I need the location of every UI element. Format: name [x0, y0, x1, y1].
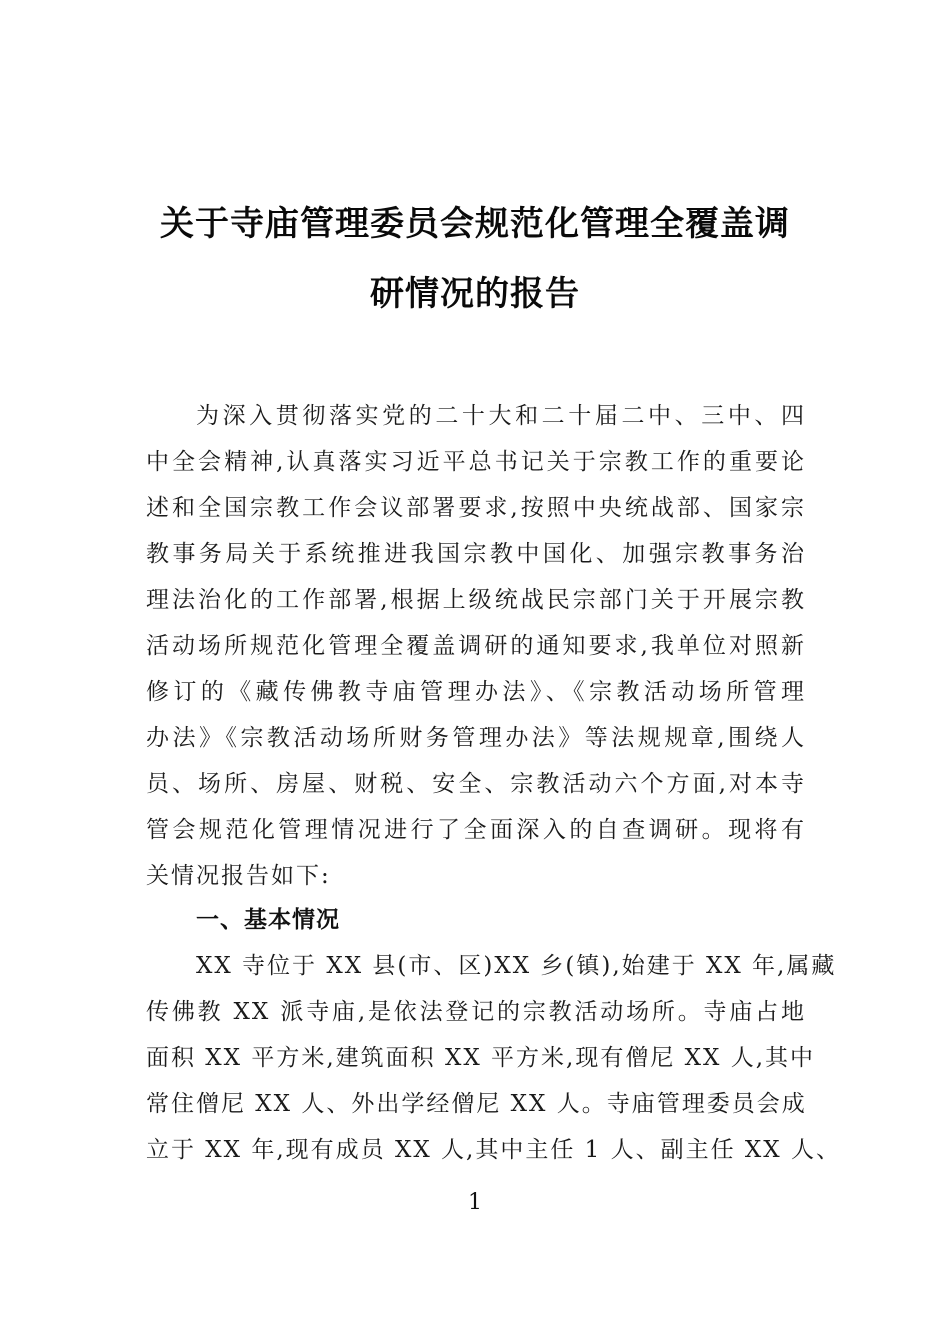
intro-paragraph-line: 教事务局关于系统推进我国宗教中国化、加强宗教事务治 — [146, 541, 806, 567]
intro-paragraph-line: 为深入贯彻落实党的二十大和二十届二中、三中、四 — [196, 403, 806, 429]
intro-paragraph-line: 管会规范化管理情况进行了全面深入的自查调研。现将有 — [146, 817, 806, 843]
intro-paragraph-line: 理法治化的工作部署,根据上级统战民宗部门关于开展宗教 — [146, 587, 806, 613]
intro-paragraph-line: 述和全国宗教工作会议部署要求,按照中央统战部、国家宗 — [146, 495, 806, 521]
section-paragraph-line: 传佛教 XX 派寺庙,是依法登记的宗教活动场所。寺庙占地 — [146, 999, 806, 1025]
intro-paragraph-line: 中全会精神,认真落实习近平总书记关于宗教工作的重要论 — [146, 449, 806, 475]
intro-paragraph-line: 办法》《宗教活动场所财务管理办法》等法规规章,围绕人 — [146, 725, 806, 751]
page-number: 1 — [468, 1190, 482, 1215]
section-paragraph-line: 面积 XX 平方米,建筑面积 XX 平方米,现有僧尼 XX 人,其中 — [146, 1045, 816, 1071]
section-paragraph-line: 立于 XX 年,现有成员 XX 人,其中主任 1 人、副主任 XX 人、 — [146, 1137, 841, 1163]
section-paragraph-line: XX 寺位于 XX 县(市、区)XX 乡(镇),始建于 XX 年,属藏 — [196, 953, 837, 979]
section-paragraph-line: 常住僧尼 XX 人、外出学经僧尼 XX 人。寺庙管理委员会成 — [146, 1091, 807, 1117]
intro-paragraph-line: 关情况报告如下: — [146, 863, 331, 889]
document-title-line-2: 研情况的报告 — [370, 274, 580, 314]
intro-paragraph-line: 修订的《藏传佛教寺庙管理办法》、《宗教活动场所管理 — [146, 679, 806, 705]
document-title-line-1: 关于寺庙管理委员会规范化管理全覆盖调 — [160, 204, 790, 244]
intro-paragraph-line: 活动场所规范化管理全覆盖调研的通知要求,我单位对照新 — [146, 633, 806, 659]
intro-paragraph-line: 员、场所、房屋、财税、安全、宗教活动六个方面,对本寺 — [146, 771, 806, 797]
section-heading: 一、基本情况 — [196, 907, 340, 933]
